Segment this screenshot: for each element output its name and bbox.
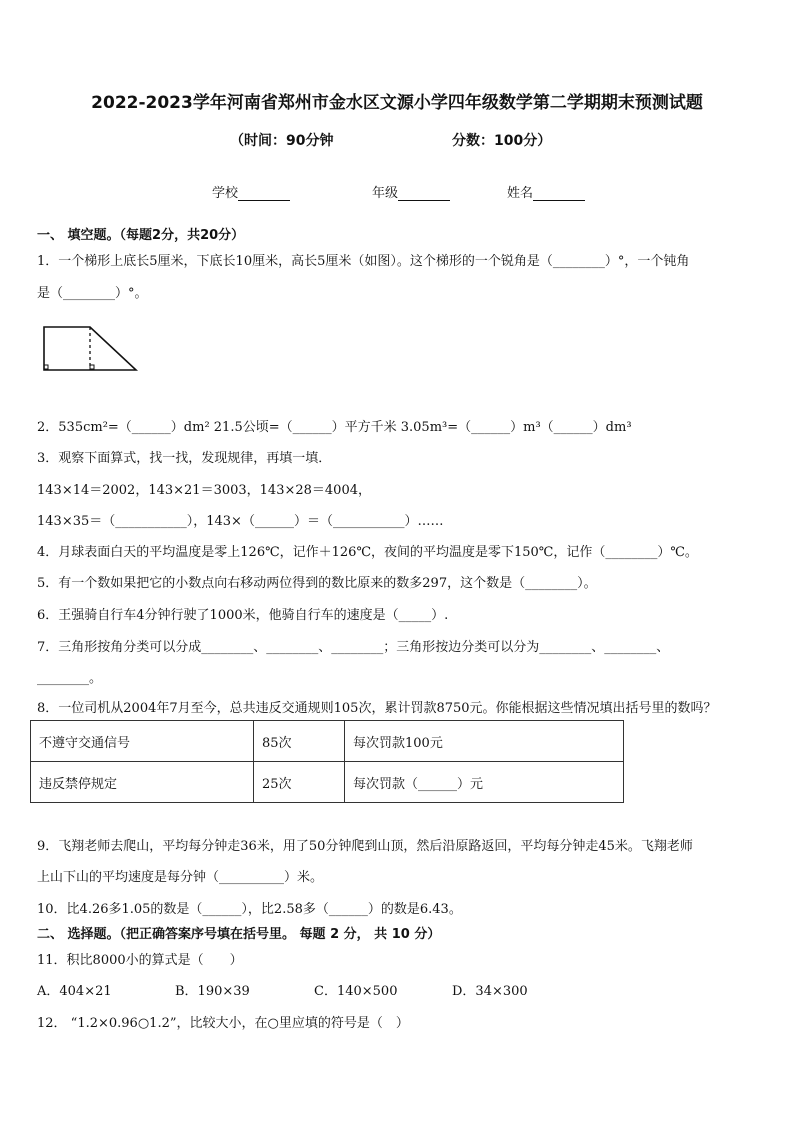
table-cell: 每次罚款100元 xyxy=(345,721,624,762)
table-cell: 每次罚款（______）元 xyxy=(345,762,624,803)
question-9-line2: 上山下山的平均速度是每分钟（__________）米。 xyxy=(37,870,324,885)
school-blank[interactable] xyxy=(238,186,290,201)
name-blank[interactable] xyxy=(533,186,585,201)
table-cell: 25次 xyxy=(254,762,345,803)
question-12: 12． “1.2×0.96○1.2”，比较大小，在○里应填的符号是（ ） xyxy=(37,1016,409,1031)
school-field[interactable] xyxy=(212,182,290,201)
question-10: 10．比4.26多1.05的数是（______），比2.58多（______）的数是6.43。 xyxy=(37,902,462,917)
question-4: 4．月球表面白天的平均温度是零上126℃，记作＋126℃，夜间的平均温度是零下150℃，记作（________）℃。 xyxy=(37,545,698,560)
name-field[interactable] xyxy=(507,182,585,201)
table-row xyxy=(31,762,624,803)
exam-time: （时间：90分钟 xyxy=(230,133,334,149)
option-d[interactable]: D．34×300 xyxy=(452,984,528,999)
question-6: 6．王强骑自行车4分钟行驶了1000米，他骑自行车的速度是（_____）. xyxy=(37,608,449,623)
grade-field[interactable] xyxy=(372,182,450,201)
trapezoid-figure xyxy=(38,322,148,382)
table-cell: 不遵守交通信号 xyxy=(31,721,254,762)
school-label: 学校 xyxy=(212,186,239,201)
page-title: 2022-2023学年河南省郑州市金水区文源小学四年级数学第二学期期末预测试题 xyxy=(91,93,703,113)
question-8-line1: 8．一位司机从2004年7月至今，总共违反交通规则105次，累计罚款8750元。你能根据这些情况填出括号里的数吗？ xyxy=(37,701,717,716)
question-1-line1: 1．一个梯形上底长5厘米，下底长10厘米，高长5厘米（如图）。这个梯形的一个锐角是（________）°，一个钝角 xyxy=(37,254,690,269)
section-heading-choice: 二、 选择题。（把正确答案序号填在括号里。 每题 2 分， 共 10 分） xyxy=(37,927,441,942)
question-9-line1: 9．飞翔老师去爬山，平均每分钟走36米，用了50分钟爬到山顶，然后沿原路返回，平均每分钟走45米。飞翔老师 xyxy=(37,839,693,854)
option-a[interactable]: A．404×21 xyxy=(37,984,112,999)
option-c[interactable]: C．140×500 xyxy=(314,984,398,999)
question-2: 2．535cm²=（______）dm² 21.5公顷=（______）平方千米 3.05m³=（______）m³（______）dm³ xyxy=(37,420,632,435)
question-11-stem: 11．积比8000小的算式是（ ） xyxy=(37,953,243,968)
grade-label: 年级 xyxy=(372,186,399,201)
fines-table xyxy=(30,720,624,803)
table-cell: 违反禁停规定 xyxy=(31,762,254,803)
section-heading-fill: 一、 填空题。（每题2分，共20分） xyxy=(37,228,245,243)
question-1-line2: 是（________）°。 xyxy=(37,286,148,301)
question-7-line1: 7．三角形按角分类可以分成________、________、________；三角形按边分类可以分为________、________、 xyxy=(37,640,670,655)
question-7-line2: ________。 xyxy=(37,671,103,686)
option-b[interactable]: B．190×39 xyxy=(175,984,250,999)
question-3-line2: 143×14＝2002，143×21＝3003，143×28＝4004， xyxy=(37,483,371,498)
question-5: 5．有一个数如果把它的小数点向右移动两位得到的数比原来的数多297，这个数是（________）。 xyxy=(37,576,597,591)
table-row xyxy=(31,721,624,762)
grade-blank[interactable] xyxy=(398,186,450,201)
question-3-line3: 143×35＝（___________），143×（______）＝（___________）…… xyxy=(37,514,444,529)
table-cell: 85次 xyxy=(254,721,345,762)
exam-score: 分数：100分） xyxy=(452,133,552,149)
name-label: 姓名 xyxy=(507,186,534,201)
question-3-line1: 3．观察下面算式，找一找，发现规律，再填一填． xyxy=(37,451,332,466)
